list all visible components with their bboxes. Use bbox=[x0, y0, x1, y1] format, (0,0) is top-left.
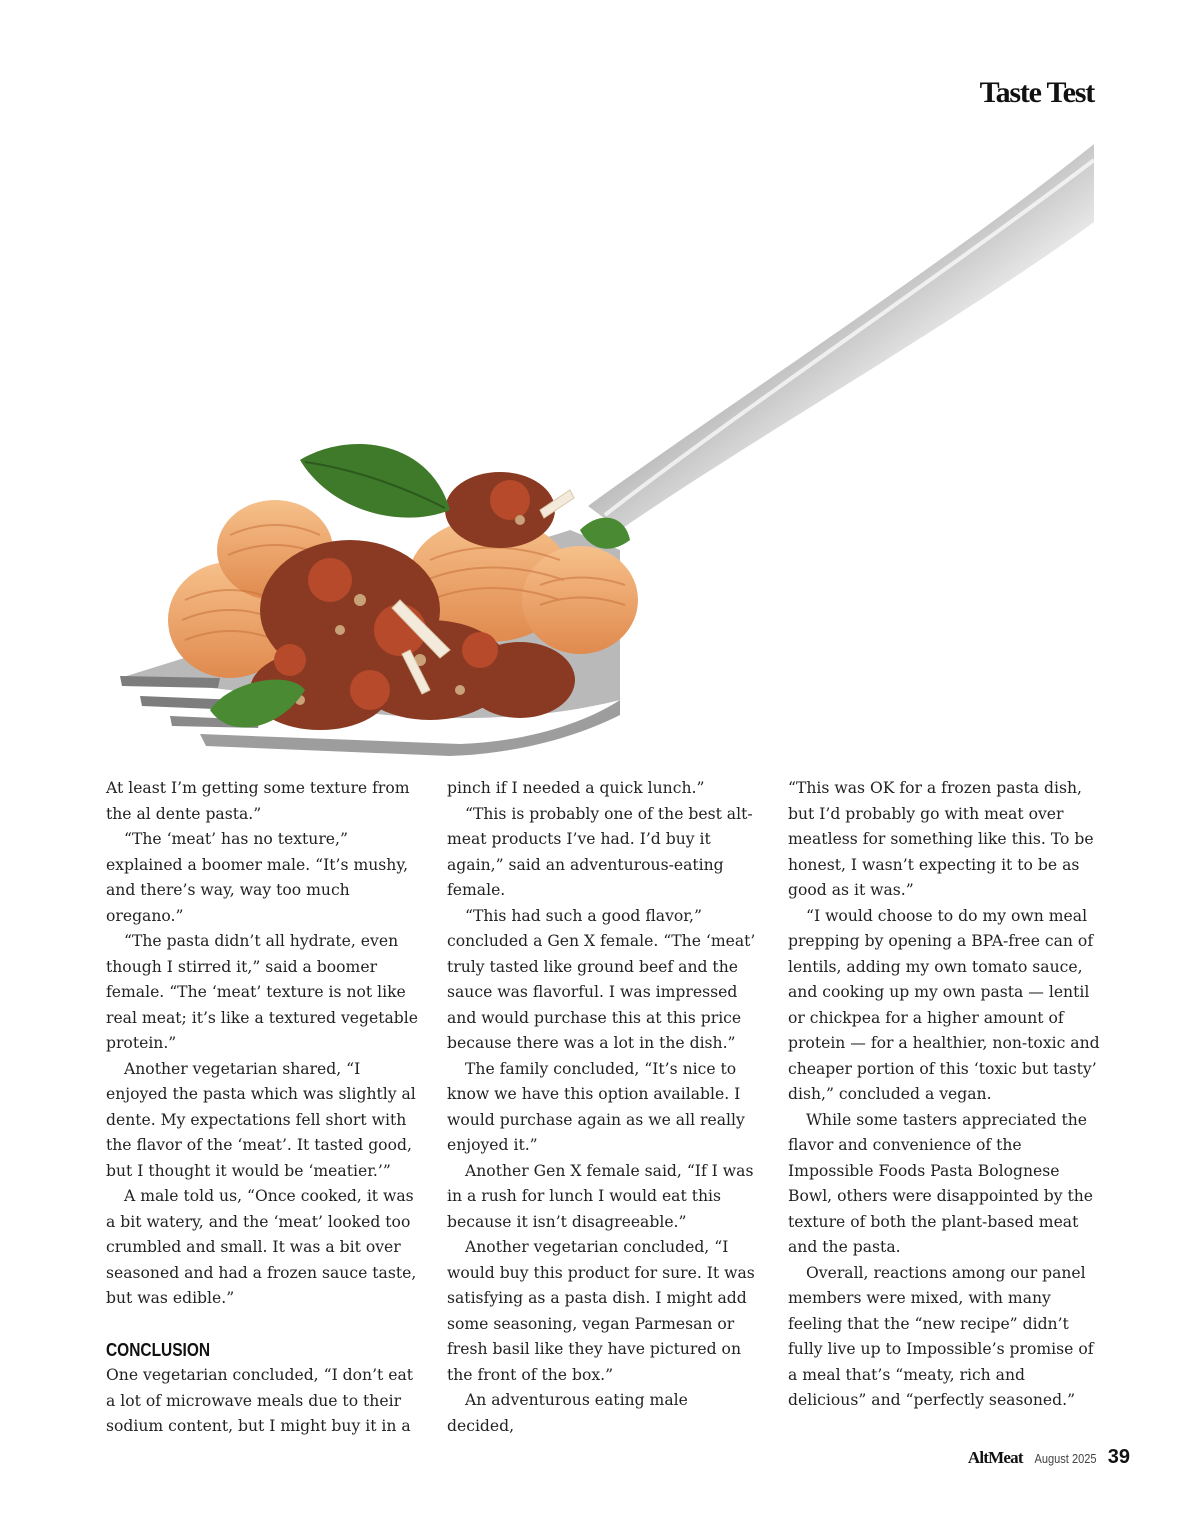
paragraph: A male told us, “Once cooked, it was a bit watery, and the ‘meat’ looked too crumbled and small. It was a bit over seasoned and had a frozen sauce taste, but was edible.” bbox=[106, 1187, 417, 1307]
paragraph: Another vegetarian concluded, “I would buy this product for sure. It was satisfying as a pasta dish. I might add some seasoning, vegan Parmesan or fresh basil like they have pictured on the front of the box.” bbox=[447, 1238, 755, 1384]
paragraph: “This is probably one of the best alt-meat products I’ve had. I’d buy it again,” said an adventurous-eating female. bbox=[447, 804, 753, 899]
paragraph: An adventurous eating male decided, bbox=[447, 1391, 688, 1435]
paragraph: pinch if I needed a quick lunch.” bbox=[447, 779, 705, 797]
column-3 bbox=[788, 776, 1100, 1414]
conclusion-heading: CONCLUSION bbox=[106, 1339, 211, 1360]
column-2 bbox=[447, 776, 759, 1439]
page-footer bbox=[968, 1446, 1130, 1469]
paragraph: The family concluded, “It’s nice to know we have this option available. I would purchase again as we all really enjoyed it.” bbox=[447, 1059, 745, 1154]
paragraph: Another Gen X female said, “If I was in a rush for lunch I would eat this because it isn’t disagreeable.” bbox=[447, 1161, 754, 1231]
pasta-on-fork-image bbox=[100, 130, 1100, 770]
paragraph: “The pasta didn’t all hydrate, even though I stirred it,” said a boomer female. “The ‘meat’ texture is not like real meat; it’s like a textured vegetable protein.” bbox=[106, 932, 418, 1052]
paragraph: Another vegetarian shared, “I enjoyed the pasta which was slightly al dente. My expectations fell short with the flavor of the ‘meat’. It tasted good, but I thought it would be ‘meatier.’” bbox=[106, 1059, 416, 1180]
paragraph: While some tasters appreciated the flavor and convenience of the Impossible Foods Pasta Bolognese Bowl, others were disappointed by the texture of both the plant-based meat and the pasta. bbox=[788, 1110, 1094, 1256]
magazine-logo: AltMeat bbox=[967, 1448, 1023, 1467]
paragraph: “I would choose to do my own meal prepping by opening a BPA-free can of lentils, adding my own tomato sauce, and cooking up my own pasta — lentil or chickpea for a higher amount of protein — for a healthier, non-toxic and cheaper portion of this ‘toxic but tasty’ dish,” concluded a vegan. bbox=[788, 906, 1100, 1103]
paragraph: At least I’m getting some texture from the al dente pasta.” bbox=[106, 779, 410, 823]
pasta-fork-illustration bbox=[100, 130, 1100, 770]
paragraph: “This had such a good flavor,” concluded a Gen X female. “The ‘meat’ truly tasted like ground beef and the sauce was flavorful. I was impressed and would purchase this at this price because there was a lot in the dish.” bbox=[447, 906, 756, 1052]
issue-date: August 2025 bbox=[1034, 1451, 1097, 1466]
paragraph: One vegetarian concluded, “I don’t eat a lot of microwave meals due to their sodium content, but I might buy it in a bbox=[106, 1366, 414, 1435]
paragraph: Overall, reactions among our panel members were mixed, with many feeling that the “new recipe” didn’t fully live up to Impossible’s promise of a meal that’s “meaty, rich and delicious” and “perfectly seasoned.” bbox=[788, 1263, 1094, 1409]
paragraph: “This was OK for a frozen pasta dish, but I’d probably go with meat over meatless for something like this. To be honest, I wasn’t expecting it to be as good as it was.” bbox=[788, 779, 1094, 899]
column-1 bbox=[106, 776, 418, 1440]
section-title: Taste Test bbox=[979, 76, 1094, 109]
page-number: 39 bbox=[1107, 1446, 1130, 1468]
paragraph: “The ‘meat’ has no texture,” explained a boomer male. “It’s mushy, and there’s way, way too much oregano.” bbox=[106, 830, 409, 925]
